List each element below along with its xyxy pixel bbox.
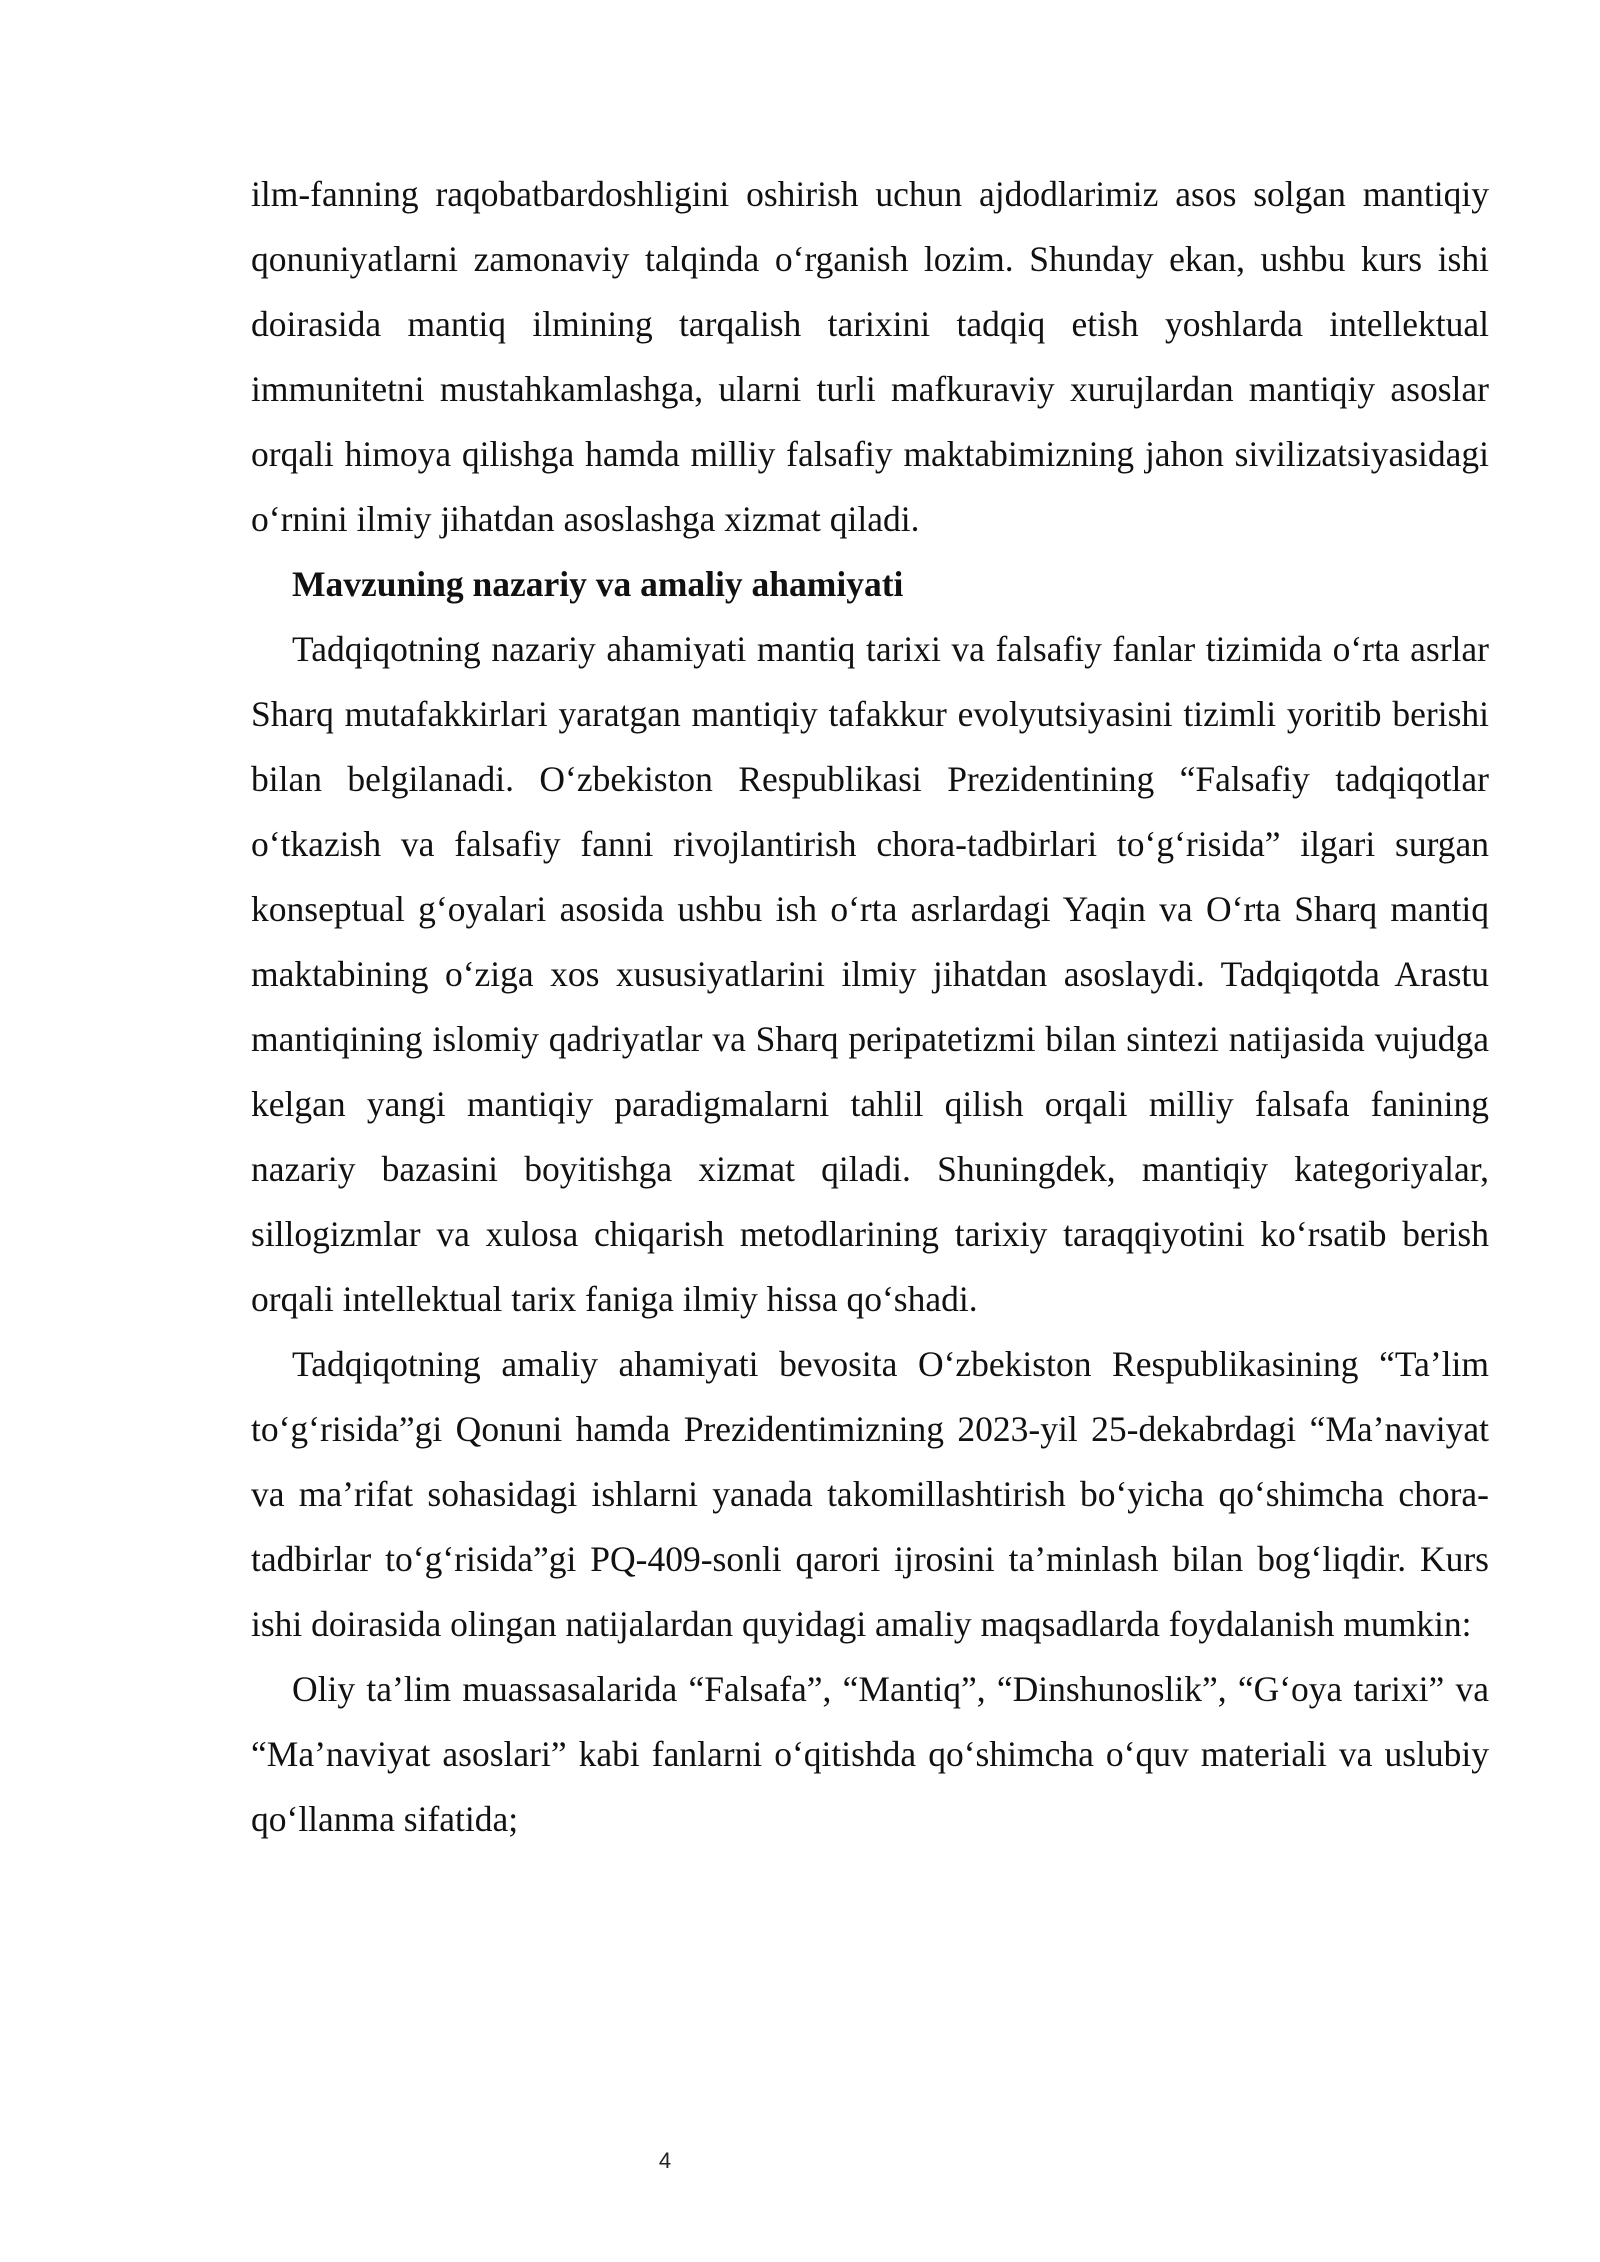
- page-number: 4: [658, 2148, 672, 2173]
- section-heading: Mavzuning nazariy va amaliy ahamiyati: [292, 564, 904, 604]
- paragraph-theoretical-significance: Tadqiqotning nazariy ahamiyati mantiq tarixi va falsafiy fanlar tizimida o‘rta asrlar Sharq mutafakkirlari yaratgan mantiqiy tafakkur evolyutsiyasini tizimli yoritib berishi bilan belgilanadi. O‘zbekiston Respublikasi Prezidentining “Falsafiy tadqiqotlar o‘tkazish va falsafiy fanni rivojlantirish chora-tadbirlari to‘g‘risida” ilgari surgan konseptual g‘oyalari asosida ushbu ish o‘rta asrlardagi Yaqin va O‘rta Sharq mantiq maktabining o‘ziga xos xususiyatlarini ilmiy jihatdan asoslaydi. Tadqiqotda Arastu mantiqining islomiy qadriyatlar va Sharq peripatetizmi bilan sintezi natijasida vujudga kelgan yangi mantiqiy paradigmalarni tahlil qilish orqali milliy falsafa fanining nazariy bazasini boyitishga xizmat qiladi. Shuningdek, mantiqiy kategoriyalar, sillogizmlar va xulosa chiqarish metodlarining tarixiy taraqqiyotini ko‘rsatib berish orqali intellektual tarix faniga ilmiy hissa qo‘shadi.: [251, 629, 1489, 1319]
- paragraph-higher-education-use: Oliy ta’lim muassasalarida “Falsafa”, “Mantiq”, “Dinshunoslik”, “G‘oya tarixi” va “Ma’naviyat asoslari” kabi fanlarni o‘qitishda qo‘shimcha o‘quv materiali va uslubiy qo‘llanma sifatida;: [251, 1669, 1489, 1839]
- page-content: [251, 162, 1489, 1852]
- paragraph-continuation: ilm-fanning raqobatbardoshligini oshirish uchun ajdodlarimiz asos solgan mantiqiy qonuniyatlarni zamonaviy talqinda o‘rganish lozim. Shunday ekan, ushbu kurs ishi doirasida mantiq ilmining tarqalish tarixini tadqiq etish yoshlarda intellektual immunitetni mustahkamlashga, ularni turli mafkuraviy xurujlardan mantiqiy asoslar orqali himoya qilishga hamda milliy falsafiy maktabimizning jahon sivilizatsiyasidagi o‘rnini ilmiy jihatdan asoslashga xizmat qiladi.: [251, 174, 1489, 539]
- paragraph-practical-significance: Tadqiqotning amaliy ahamiyati bevosita O‘zbekiston Respublikasining “Ta’lim to‘g‘risida”gi Qonuni hamda Prezidentimizning 2023-yil 25-dekabrdagi “Ma’naviyat va ma’rifat sohasidagi ishlarni yanada takomillashtirish bo‘yicha qo‘shimcha chora-tadbirlar to‘g‘risida”gi PQ-409-sonli qarori ijrosini ta’minlash bilan bog‘liqdir. Kurs ishi doirasida olingan natijalardan quyidagi amaliy maqsadlarda foydalanish mumkin:: [251, 1344, 1489, 1644]
